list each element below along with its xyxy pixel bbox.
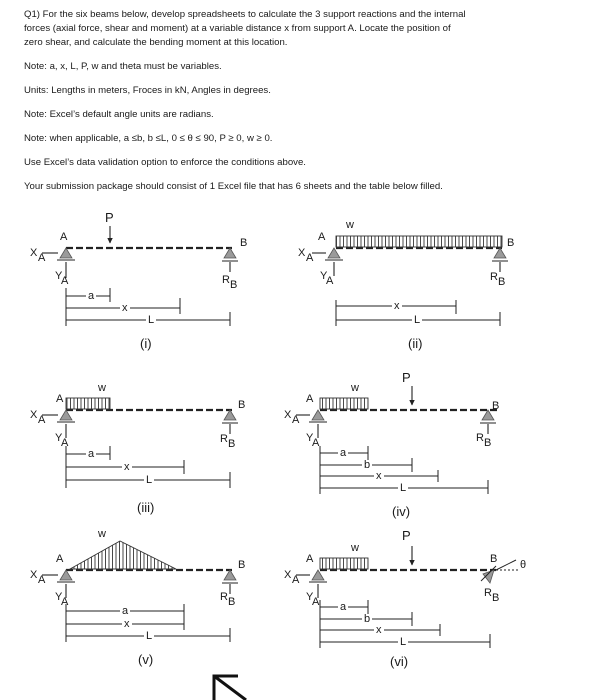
label-sub-a: A: [312, 596, 320, 608]
label-dim-l: L: [146, 630, 153, 642]
label-dim-x: x: [124, 618, 130, 630]
distributed-load: [336, 236, 502, 247]
pin-support-a: [309, 410, 327, 422]
label-dim-l: L: [400, 636, 407, 648]
dimension-a: [320, 600, 368, 614]
label-dim-b: b: [364, 459, 371, 471]
label-dim-l: L: [414, 314, 421, 326]
label-dim-a: a: [88, 448, 95, 460]
label-load-w: w: [346, 219, 354, 231]
dimension-l: [66, 628, 230, 642]
label-dim-a: a: [340, 601, 347, 613]
label-reaction-r: R: [222, 274, 230, 286]
label-sub-a: A: [61, 596, 69, 608]
label-support-b: B: [490, 553, 498, 565]
label-dim-x: x: [122, 302, 128, 314]
label-reaction-r: R: [484, 587, 492, 599]
label-dim-x: x: [124, 461, 130, 473]
note-submission: Your submission package should consist of 1 Excel file that has 6 sheets and the table below filled.: [24, 181, 443, 192]
roller-support-b: [222, 410, 238, 423]
label-reaction-x: X: [298, 247, 306, 259]
label-support-a: A: [306, 553, 314, 565]
label-reaction-r: R: [476, 432, 484, 444]
caption-ii: (ii): [408, 336, 423, 351]
label-support-b: B: [507, 237, 515, 249]
label-support-b: B: [238, 399, 246, 411]
label-sub-a: A: [292, 414, 300, 426]
dimension-x: [66, 616, 184, 630]
distributed-load: [66, 398, 110, 409]
label-dim-x: x: [376, 624, 382, 636]
pin-support-a: [57, 570, 75, 582]
label-reaction-r: R: [490, 271, 498, 283]
label-load-p: P: [105, 210, 114, 225]
label-sub-a: A: [38, 414, 46, 426]
label-dim-l: L: [148, 314, 155, 326]
beam-diagram-vi: [284, 528, 526, 669]
label-sub-a: A: [61, 275, 69, 287]
distributed-load: [320, 398, 368, 409]
label-support-a: A: [56, 393, 64, 405]
dimension-x: [66, 460, 184, 474]
label-load-w: w: [98, 528, 106, 540]
label-dim-a: a: [122, 605, 129, 617]
question-line-2: forces (axial force, shear and moment) at a variable distance x from support A. Locate the position of: [24, 23, 451, 34]
label-reaction-r: R: [220, 433, 228, 445]
pin-support-a: [309, 570, 327, 582]
note-radians: Note: Excel’s default angle units are radians.: [24, 109, 214, 120]
dimension-x: [320, 470, 438, 482]
dimension-l: [320, 480, 488, 494]
label-load-p: P: [402, 370, 411, 385]
label-sub-a: A: [292, 574, 300, 586]
caption-v: (v): [138, 652, 154, 667]
dimension-x: [320, 624, 440, 636]
label-angle-theta: θ: [520, 559, 527, 571]
dimension-a: [66, 288, 110, 302]
beam-diagram-iv: [284, 370, 500, 519]
inclined-roller-support-b: [481, 560, 520, 583]
roller-support-b: [222, 248, 238, 261]
label-sub-a: A: [326, 275, 334, 287]
label-sub-a: A: [61, 437, 69, 449]
distributed-load: [320, 558, 368, 569]
dimension-l: [66, 312, 230, 326]
label-dim-a: a: [88, 290, 95, 302]
label-dim-l: L: [146, 474, 153, 486]
roller-support-b: [222, 570, 238, 583]
cursor-arrow-icon: [214, 676, 246, 700]
label-sub-b: B: [228, 438, 236, 450]
dimension-b: [320, 458, 412, 472]
label-reaction-r: R: [220, 591, 228, 603]
label-reaction-x: X: [30, 569, 38, 581]
label-sub-b: B: [492, 592, 500, 604]
beam-diagram-i: [30, 210, 247, 351]
label-reaction-y: Y: [55, 591, 63, 603]
dimension-l: [320, 634, 490, 648]
question-line-1: Q1) For the six beams below, develop spreadsheets to calculate the 3 support reactions and the internal: [24, 9, 466, 20]
label-reaction-y: Y: [306, 591, 314, 603]
label-reaction-x: X: [30, 247, 38, 259]
label-reaction-y: Y: [306, 432, 314, 444]
label-support-b: B: [240, 237, 248, 249]
label-reaction-x: X: [30, 409, 38, 421]
caption-iii: (iii): [137, 500, 155, 515]
label-load-w: w: [351, 542, 359, 554]
label-reaction-x: X: [284, 409, 292, 421]
label-reaction-y: Y: [55, 270, 63, 282]
label-sub-b: B: [230, 279, 238, 291]
label-load-w: w: [351, 382, 359, 394]
beam-diagram-ii: [298, 219, 514, 351]
label-support-a: A: [60, 231, 68, 243]
pin-support-a: [325, 248, 343, 260]
label-sub-a: A: [306, 252, 314, 264]
label-support-a: A: [56, 553, 64, 565]
dimension-x: [66, 298, 180, 314]
label-support-a: A: [318, 231, 326, 243]
label-dim-b: b: [364, 613, 371, 625]
label-sub-a: A: [38, 252, 46, 264]
dimension-a: [66, 604, 184, 618]
beam-diagram-v: [30, 528, 245, 667]
pin-support-a: [57, 410, 75, 422]
label-sub-b: B: [484, 437, 492, 449]
label-dim-a: a: [340, 447, 347, 459]
roller-support-b: [492, 248, 508, 261]
label-reaction-y: Y: [320, 270, 328, 282]
caption-i: (i): [140, 336, 152, 351]
label-dim-x: x: [376, 470, 382, 482]
note-variables: Note: a, x, L, P, w and theta must be variables.: [24, 61, 222, 72]
label-support-a: A: [306, 393, 314, 405]
label-load-p: P: [402, 528, 411, 543]
dimension-x: [336, 300, 456, 314]
label-sub-b: B: [228, 596, 236, 608]
note-data-validation: Use Excel’s data validation option to enforce the conditions above.: [24, 157, 306, 168]
label-sub-a: A: [312, 437, 320, 449]
dimension-b: [320, 612, 412, 626]
triangular-load: [70, 541, 176, 569]
label-sub-b: B: [498, 276, 506, 288]
label-dim-x: x: [394, 300, 400, 312]
label-support-b: B: [238, 559, 246, 571]
dimension-a: [320, 446, 368, 460]
label-sub-a: A: [38, 574, 46, 586]
note-conditions: Note: when applicable, a ≤b, b ≤L, 0 ≤ θ ≤ 90, P ≥ 0, w ≥ 0.: [24, 133, 273, 144]
dimension-l: [66, 472, 230, 488]
note-units: Units: Lengths in meters, Froces in kN, Angles in degrees.: [24, 85, 271, 96]
label-load-w: w: [98, 382, 106, 394]
label-reaction-x: X: [284, 569, 292, 581]
beam-diagram-iii: [30, 382, 245, 515]
dimension-l: [336, 312, 500, 326]
caption-iv: (iv): [392, 504, 411, 519]
dimension-a: [66, 446, 110, 460]
label-support-b: B: [492, 400, 500, 412]
caption-vi: (vi): [390, 654, 409, 669]
label-dim-l: L: [400, 482, 407, 494]
pin-support-a: [57, 248, 75, 260]
label-reaction-y: Y: [55, 432, 63, 444]
question-line-3: zero shear, and calculate the bending moment at this location.: [24, 37, 288, 48]
